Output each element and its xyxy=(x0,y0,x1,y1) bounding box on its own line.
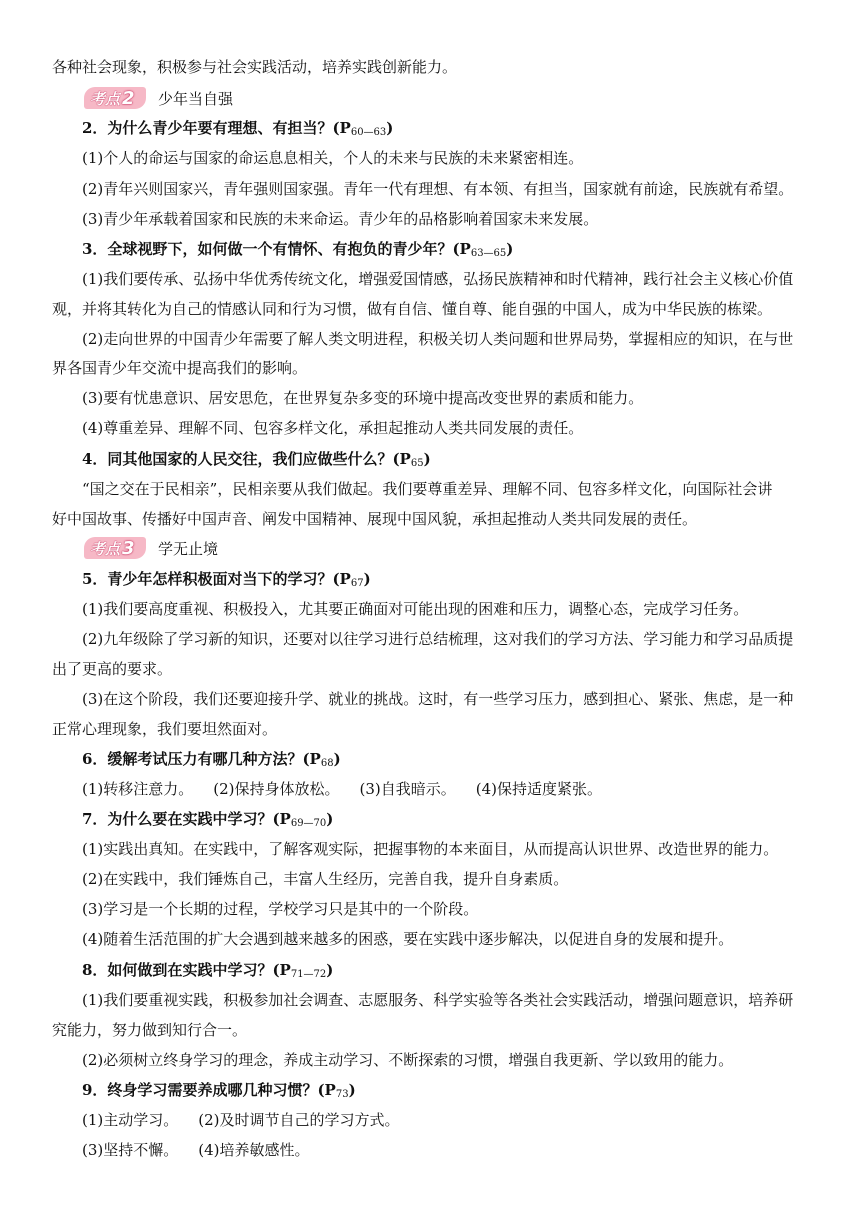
answer-line: (3)在这个阶段，我们还要迎接升学、就业的挑战。这时，有一些学习压力，感到担心、紧张、焦虑，是一种 xyxy=(82,690,794,708)
badge-label: 考点 xyxy=(90,539,121,558)
section-title: 学无止境 xyxy=(158,540,219,558)
answer-line: 究能力，努力做到知行合一。 xyxy=(52,1021,248,1039)
answer-line: 正常心理现象，我们要坦然面对。 xyxy=(52,720,278,738)
answer-line: (1)转移注意力。 (2)保持身体放松。 (3)自我暗示。 (4)保持适度紧张。 xyxy=(82,780,602,798)
exam-point-badge xyxy=(84,537,146,559)
answer-line: (4)随着生活范围的扩大会遇到越来越多的困惑，要在实践中逐步解决，以促进自身的发展和提升。 xyxy=(82,930,734,948)
question-9: 9．终身学习需要养成哪几种习惯？$(P_{73})$ xyxy=(82,1081,356,1100)
answer-line: (3)学习是一个长期的过程，学校学习只是其中的一个阶段。 xyxy=(82,900,479,918)
answer-line: 界各国青少年交流中提高我们的影响。 xyxy=(52,359,308,377)
answer-line: 好中国故事、传播好中国声音、阐发中国精神、展现中国风貌，承担起推动人类共同发展的责任。 xyxy=(52,510,698,528)
answer-line: (4)尊重差异、理解不同、包容多样文化，承担起推动人类共同发展的责任。 xyxy=(82,419,584,437)
answer-line: (2)走向世界的中国青少年需要了解人类文明进程，积极关切人类问题和世界局势，掌握相应的知识，在与世 xyxy=(82,330,794,348)
answer-line: (3)青少年承载着国家和民族的未来命运。青少年的品格影响着国家未来发展。 xyxy=(82,210,599,228)
answer-line: (3)要有忧患意识、居安思危，在世界复杂多变的环境中提高改变世界的素质和能力。 xyxy=(82,389,644,407)
answer-line: (1)我们要传承、弘扬中华优秀传统文化，增强爱国情感，弘扬民族精神和时代精神，践行社会主义核心价值 xyxy=(82,270,794,288)
answer-line: (1)个人的命运与国家的命运息息相关，个人的未来与民族的未来紧密相连。 xyxy=(82,149,584,167)
question-3: 3．全球视野下，如何做一个有情怀、有抱负的青少年？$(P_{63—65})$ xyxy=(82,240,514,259)
question-5: 5．青少年怎样积极面对当下的学习？$(P_{67})$ xyxy=(82,570,371,589)
answer-line: “国之交在于民相亲”，民相亲要从我们做起。我们要尊重差异、理解不同、包容多样文化，向国际社会讲 xyxy=(82,480,773,498)
answer-line: (3)坚持不懈。 (4)培养敏感性。 xyxy=(82,1141,310,1159)
question-8: 8．如何做到在实践中学习？$(P_{71—72})$ xyxy=(82,961,334,980)
intro-line: 各种社会现象，积极参与社会实践活动，培养实践创新能力。 xyxy=(52,58,458,76)
answer-line: (1)实践出真知。在实践中，了解客观实际，把握事物的本来面目，从而提高认识世界、改造世界的能力。 xyxy=(82,840,779,858)
answer-line: 出了更高的要求。 xyxy=(52,660,173,678)
answer-line: (1)我们要重视实践，积极参加社会调查、志愿服务、科学实验等各类社会实践活动，增强问题意识，培养研 xyxy=(82,991,794,1009)
badge-label: 考点 xyxy=(90,89,121,108)
answer-line: (2)在实践中，我们锤炼自己，丰富人生经历，完善自我，提升自身素质。 xyxy=(82,870,569,888)
question-4: 4．同其他国家的人民交往，我们应做些什么？$(P_{65})$ xyxy=(82,450,431,469)
answer-line: (2)青年兴则国家兴，青年强则国家强。青年一代有理想、有本领、有担当，国家就有前途，民族就有希望。 xyxy=(82,180,794,198)
question-7: 7．为什么要在实践中学习？$(P_{69—70})$ xyxy=(82,810,334,829)
exam-point-badge xyxy=(84,87,146,109)
section-title: 少年当自强 xyxy=(158,90,234,108)
question-2: 2．为什么青少年要有理想、有担当？$(P_{60—63})$ xyxy=(82,119,394,138)
badge-number: 2 xyxy=(122,87,135,109)
answer-line: (2)九年级除了学习新的知识，还要对以往学习进行总结梳理，这对我们的学习方法、学习能力和学习品质提 xyxy=(82,630,794,648)
answer-line: (1)主动学习。 (2)及时调节自己的学习方式。 xyxy=(82,1111,400,1129)
answer-line: (2)必须树立终身学习的理念，养成主动学习、不断探索的习惯，增强自我更新、学以致用的能力。 xyxy=(82,1051,734,1069)
question-6: 6．缓解考试压力有哪几种方法？$(P_{68})$ xyxy=(82,750,341,769)
answer-line: 观，并将其转化为自己的情感认同和行为习惯，做有自信、懂自尊、能自强的中国人，成为中华民族的栋梁。 xyxy=(52,300,773,318)
answer-line: (1)我们要高度重视、积极投入，尤其要正确面对可能出现的困难和压力，调整心态，完成学习任务。 xyxy=(82,600,749,618)
badge-number: 3 xyxy=(122,537,135,559)
